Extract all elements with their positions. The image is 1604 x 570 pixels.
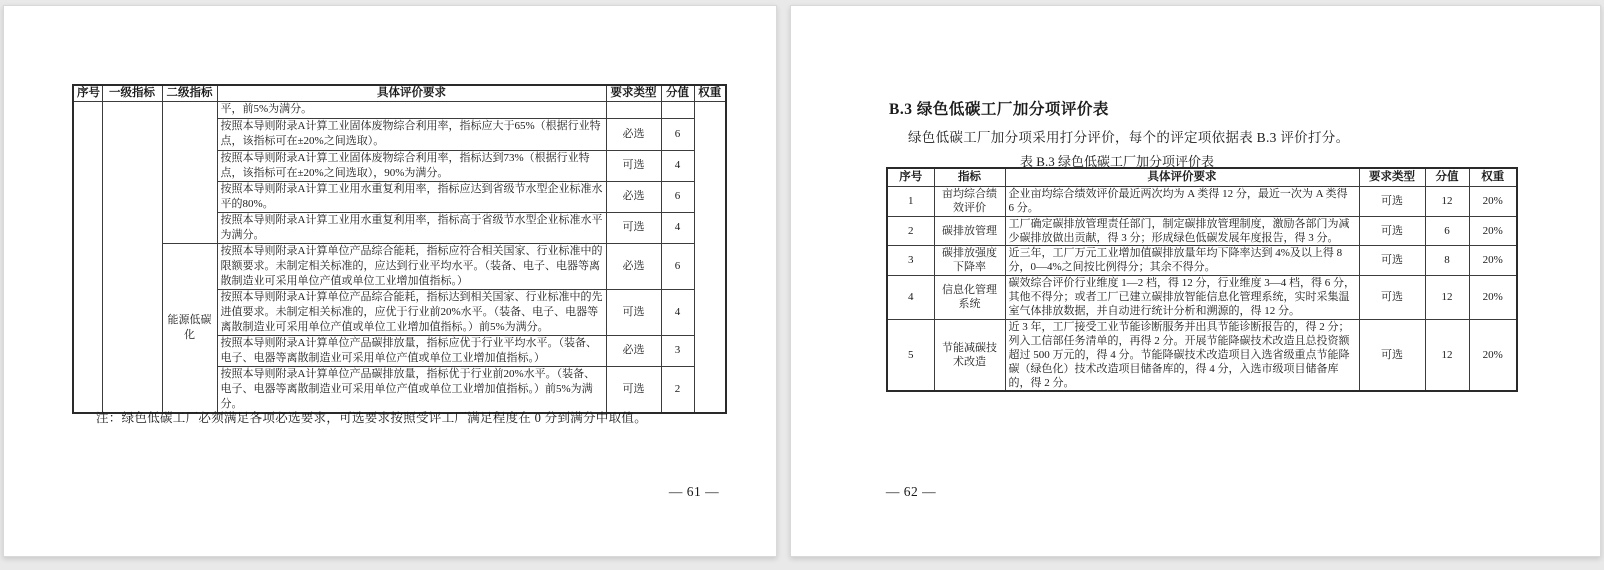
cell-no: 2 — [887, 216, 934, 245]
cell-score: 12 — [1425, 275, 1469, 319]
table-row — [887, 186, 1517, 216]
table-header-row — [73, 85, 726, 101]
header-level1-indicator: 一级指标 — [102, 85, 162, 101]
cell-score — [661, 101, 694, 118]
section-heading-b3: B.3 绿色低碳工厂加分项评价表 — [889, 101, 1109, 118]
table-row — [887, 275, 1517, 319]
cell-xuhao-empty — [73, 101, 102, 413]
table-row — [73, 101, 726, 118]
cell-req-type: 可选 — [606, 150, 661, 181]
cell-req-type: 必选 — [606, 181, 661, 212]
cell-indicator: 节能减碳技术改造 — [934, 319, 1005, 391]
cell-weight: 20% — [1469, 216, 1517, 245]
cell-req-type: 可选 — [1359, 186, 1425, 216]
header-req-type: 要求类型 — [1359, 168, 1425, 186]
cell-req-type: 可选 — [606, 366, 661, 413]
table-note: 注：绿色低碳工厂必须满足各项必选要求，可选要求按照受评工厂满足程度在 0 分到满分中取值。 — [96, 411, 648, 425]
cell-requirement: 工厂确定碳排放管理责任部门，制定碳排放管理制度，激励各部门为减少碳排放做出贡献，得 3 分；形成绿色低碳发展年度报告，得 3 分。 — [1005, 216, 1359, 245]
header-level2-indicator: 二级指标 — [162, 85, 217, 101]
cell-req-type: 可选 — [1359, 245, 1425, 275]
cell-score: 4 — [661, 289, 694, 335]
cell-requirement: 按照本导则附录A计算工业固体废物综合利用率，指标应大于65%（根据行业特点，该指标可在±20%之间选取）。 — [217, 118, 606, 150]
cell-requirement: 按照本导则附录A计算工业用水重复利用率，指标应达到省级节水型企业标准水平的80%。 — [217, 181, 606, 212]
cell-score: 8 — [1425, 245, 1469, 275]
cell-level2-energy-low-carbon: 能源低碳化 — [162, 243, 217, 413]
cell-req-type: 必选 — [606, 335, 661, 366]
intro-paragraph: 绿色低碳工厂加分项采用打分评价，每个的评定项依据表 B.3 评价打分。 — [908, 130, 1350, 145]
table-caption-b3: 表 B.3 绿色低碳工厂加分项评价表 — [1020, 154, 1214, 169]
header-weight: 权重 — [1469, 168, 1517, 186]
cell-indicator: 亩均综合绩效评价 — [934, 186, 1005, 216]
cell-indicator: 信息化管理系统 — [934, 275, 1005, 319]
cell-indicator: 碳排放强度下降率 — [934, 245, 1005, 275]
cell-score: 3 — [661, 335, 694, 366]
cell-weight: 20% — [1469, 319, 1517, 391]
cell-weight-empty — [694, 101, 726, 413]
page-number-61: — 61 — — [668, 484, 720, 499]
cell-requirement: 近 3 年，工厂接受工业节能诊断服务并出具节能诊断报告的，得 2 分；列入工信部任务清单的，再得 2 分。开展节能降碳技术改造且总投资额超过 500 万元的，得 4 分。节能降碳技术改造项目入选省级重点节能降碳（绿色化）技术改造项目储备库的，得 4 分，入选市级项目储备库的，得 2 分。 — [1005, 319, 1359, 391]
cell-level2-empty — [162, 101, 217, 243]
cell-requirement: 按照本导则附录A计算单位产品综合能耗，指标应符合相关国家、行业标准中的限额要求。未制定相关标准的，应达到行业平均水平。（装备、电子、电器等离散制造业可采用单位产值或单位工业增加值指标。） — [217, 243, 606, 289]
cell-level1-empty — [102, 101, 162, 413]
cell-req-type: 可选 — [1359, 275, 1425, 319]
cell-score: 4 — [661, 212, 694, 243]
table-row — [887, 245, 1517, 275]
cell-score: 12 — [1425, 186, 1469, 216]
cell-requirement: 企业亩均综合绩效评价最近两次均为 A 类得 12 分，最近一次为 A 类得 6 分。 — [1005, 186, 1359, 216]
cell-score: 4 — [661, 150, 694, 181]
cell-req-type — [606, 101, 661, 118]
bonus-evaluation-table — [886, 167, 1518, 392]
cell-score: 6 — [661, 181, 694, 212]
table-row — [887, 216, 1517, 245]
cell-requirement: 按照本导则附录A计算工业用水重复利用率，指标高于省级节水型企业标准水平为满分。 — [217, 212, 606, 243]
cell-req-type: 必选 — [606, 118, 661, 150]
header-requirement: 具体评价要求 — [217, 85, 606, 101]
cell-indicator: 碳排放管理 — [934, 216, 1005, 245]
cell-req-type: 可选 — [1359, 319, 1425, 391]
page-number-62: — 62 — — [885, 484, 937, 499]
cell-score: 6 — [1425, 216, 1469, 245]
cell-req-type: 可选 — [606, 289, 661, 335]
cell-score: 2 — [661, 366, 694, 413]
document-page-61 — [3, 5, 777, 557]
cell-no: 3 — [887, 245, 934, 275]
cell-score: 6 — [661, 243, 694, 289]
cell-requirement: 近三年，工厂万元工业增加值碳排放量年均下降率达到 4%及以上得 8 分，0—4%之间按比例得分；其余不得分。 — [1005, 245, 1359, 275]
header-weight: 权重 — [694, 85, 726, 101]
header-score: 分值 — [1425, 168, 1469, 186]
cell-requirement: 按照本导则附录A计算单位产品碳排放量，指标优于行业前20%水平。（装备、电子、电器等离散制造业可采用单位产值或单位工业增加值指标。）前5%为满分。 — [217, 366, 606, 413]
evaluation-table-continued — [72, 84, 727, 414]
cell-no: 4 — [887, 275, 934, 319]
header-score: 分值 — [661, 85, 694, 101]
cell-requirement: 按照本导则附录A计算单位产品碳排放量，指标应优于行业平均水平。（装备、电子、电器等离散制造业可采用单位产值或单位工业增加值指标。） — [217, 335, 606, 366]
cell-requirement: 按照本导则附录A计算单位产品综合能耗，指标达到相关国家、行业标准中的先进值要求。未制定相关标准的，应优于行业前20%水平。（装备、电子、电器等离散制造业可采用单位产值或单位工业增加值指标。）前5%为满分。 — [217, 289, 606, 335]
cell-no: 5 — [887, 319, 934, 391]
cell-req-type: 必选 — [606, 243, 661, 289]
table-row — [73, 243, 726, 289]
header-requirement: 具体评价要求 — [1005, 168, 1359, 186]
cell-weight: 20% — [1469, 186, 1517, 216]
cell-no: 1 — [887, 186, 934, 216]
cell-requirement: 碳效综合评价行业维度 1—2 档，得 12 分，行业维度 3—4 档，得 6 分，其他不得分；或者工厂已建立碳排放智能信息化管理系统，实时采集温室气体排放数据，并自动进行统计分析和溯源的，得 12 分。 — [1005, 275, 1359, 319]
cell-req-type: 可选 — [606, 212, 661, 243]
cell-score: 12 — [1425, 319, 1469, 391]
header-req-type: 要求类型 — [606, 85, 661, 101]
cell-weight: 20% — [1469, 245, 1517, 275]
document-page-62 — [790, 5, 1601, 557]
cell-req-type: 可选 — [1359, 216, 1425, 245]
header-xuhao: 序号 — [73, 85, 102, 101]
table-row — [887, 319, 1517, 391]
cell-score: 6 — [661, 118, 694, 150]
header-indicator: 指标 — [934, 168, 1005, 186]
cell-requirement: 平，前5%为满分。 — [217, 101, 606, 118]
table-header-row — [887, 168, 1517, 186]
cell-requirement: 按照本导则附录A计算工业固体废物综合利用率，指标达到73%（根据行业特点，该指标可在±20%之间选取），90%为满分。 — [217, 150, 606, 181]
header-xuhao: 序号 — [887, 168, 934, 186]
cell-weight: 20% — [1469, 275, 1517, 319]
